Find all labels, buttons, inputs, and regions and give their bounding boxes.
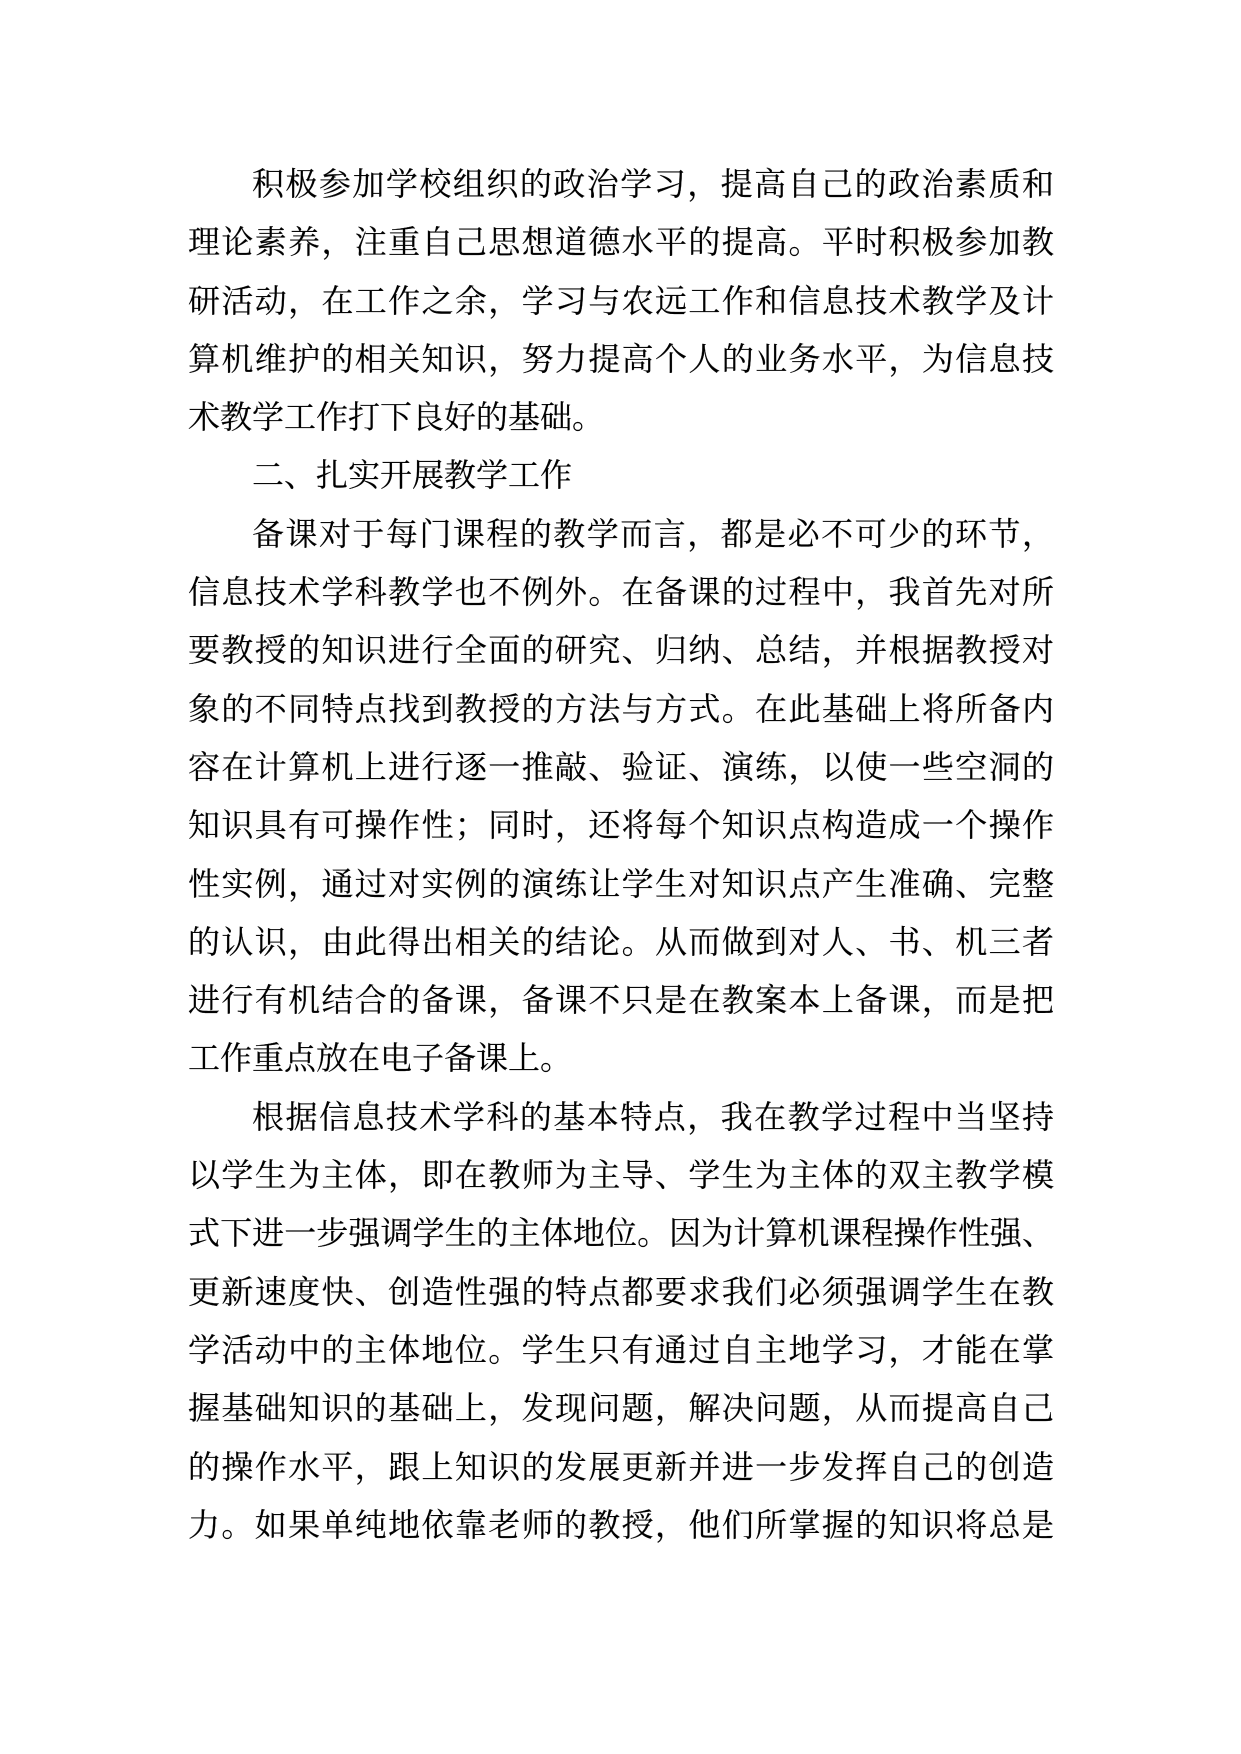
text-line: 握基础知识的基础上，发现问题，解决问题，从而提高自己 bbox=[188, 1390, 1054, 1427]
text-line: 式下进一步强调学生的主体地位。因为计算机课程操作性强、 bbox=[188, 1215, 1054, 1252]
text-line: 备课对于每门课程的教学而言，都是必不可少的环节， bbox=[252, 515, 1054, 552]
text-line: 算机维护的相关知识，努力提高个人的业务水平，为信息技 bbox=[188, 340, 1054, 377]
text-line: 力。如果单纯地依靠老师的教授，他们所掌握的知识将总是 bbox=[188, 1506, 1054, 1543]
text-line: 更新速度快、创造性强的特点都要求我们必须强调学生在教 bbox=[188, 1273, 1054, 1310]
text-line: 要教授的知识进行全面的研究、归纳、总结，并根据教授对 bbox=[188, 632, 1054, 669]
text-line: 象的不同特点找到教授的方法与方式。在此基础上将所备内 bbox=[188, 690, 1054, 727]
text-line: 性实例，通过对实例的演练让学生对知识点产生准确、完整 bbox=[188, 865, 1054, 902]
text-line: 积极参加学校组织的政治学习，提高自己的政治素质和 bbox=[252, 166, 1054, 202]
text-line: 研活动，在工作之余，学习与农远工作和信息技术教学及计 bbox=[188, 282, 1054, 319]
document-text bbox=[188, 155, 1054, 1554]
text-line: 工作重点放在电子备课上。 bbox=[188, 1040, 573, 1077]
text-line: 根据信息技术学科的基本特点，我在教学过程中当坚持 bbox=[252, 1098, 1054, 1135]
text-line: 理论素养，注重自己思想道德水平的提高。平时积极参加教 bbox=[188, 224, 1054, 261]
text-line: 信息技术学科教学也不例外。在备课的过程中，我首先对所 bbox=[188, 574, 1054, 611]
text-line: 术教学工作打下良好的基础。 bbox=[188, 399, 605, 436]
section-heading: 二、扎实开展教学工作 bbox=[252, 457, 573, 494]
text-line: 的操作水平，跟上知识的发展更新并进一步发挥自己的创造 bbox=[188, 1448, 1054, 1485]
text-line: 以学生为主体，即在教师为主导、学生为主体的双主教学模 bbox=[188, 1157, 1054, 1194]
text-line: 容在计算机上进行逐一推敲、验证、演练，以使一些空洞的 bbox=[188, 748, 1054, 785]
text-line: 的认识，由此得出相关的结论。从而做到对人、书、机三者 bbox=[188, 923, 1054, 960]
text-line: 知识具有可操作性；同时，还将每个知识点构造成一个操作 bbox=[188, 807, 1054, 844]
text-line: 进行有机结合的备课，备课不只是在教案本上备课，而是把 bbox=[188, 982, 1054, 1019]
text-line: 学活动中的主体地位。学生只有通过自主地学习，才能在掌 bbox=[188, 1331, 1054, 1368]
